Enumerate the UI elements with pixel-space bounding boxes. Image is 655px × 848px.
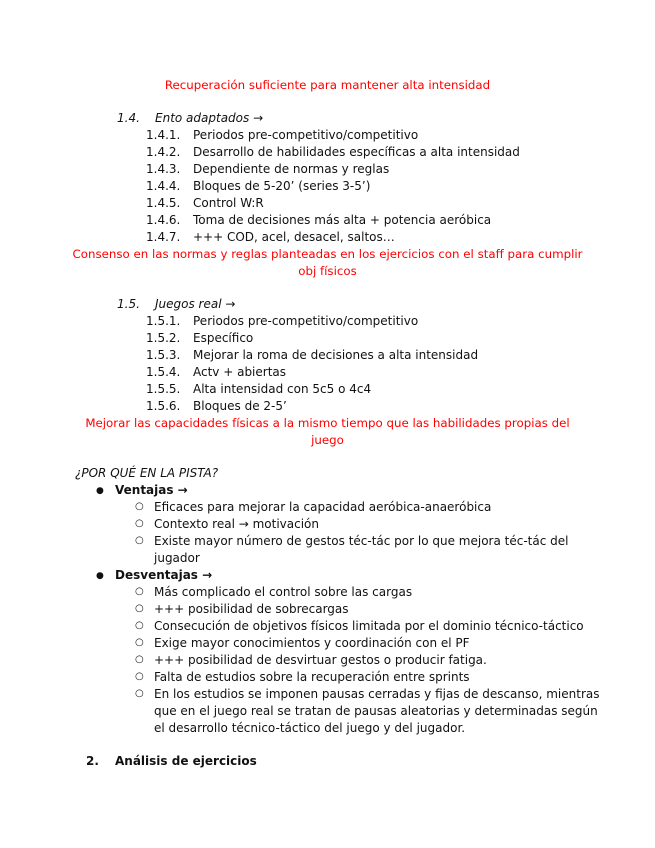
- section2-title: Análisis de ejercicios: [115, 754, 257, 768]
- sec15-item-num: 1.5.5.: [146, 382, 181, 396]
- desventajas-item: Falta de estudios sobre la recuperación entre sprints: [154, 670, 470, 684]
- sec15-number: 1.5.: [117, 297, 140, 311]
- circle-bullet-icon: ○: [135, 603, 144, 614]
- bullet-icon: ●: [96, 571, 104, 581]
- sec14-item-text: Desarrollo de habilidades específicas a alta intensidad: [193, 145, 520, 159]
- desventajas-item: En los estudios se imponen pausas cerradas y fijas de descanso, mientras: [154, 687, 600, 701]
- circle-bullet-icon: ○: [135, 501, 144, 512]
- sec14-item-num: 1.4.1.: [146, 128, 181, 142]
- sec14-item-num: 1.4.2.: [146, 145, 181, 159]
- desventajas-item-continuation: el desarrollo técnico-táctico del juego y del jugador.: [154, 721, 466, 735]
- desventajas-item: Exige mayor conocimientos y coordinación con el PF: [154, 636, 470, 650]
- desventajas-item-continuation: que en el juego real se tratan de pausas aleatorias y determinadas según: [154, 704, 598, 718]
- circle-bullet-icon: ○: [135, 535, 144, 546]
- sec14-item-num: 1.4.3.: [146, 162, 181, 176]
- desventajas-title: Desventajas →: [115, 568, 213, 582]
- sec15-item-num: 1.5.6.: [146, 399, 181, 413]
- bullet-icon: ●: [96, 486, 104, 496]
- sec15-item-text: Mejorar la roma de decisiones a alta intensidad: [193, 348, 479, 362]
- sec14-title: Ento adaptados →: [155, 111, 264, 125]
- ventajas-item-continuation: jugador: [154, 551, 200, 565]
- sec15-item-text: Alta intensidad con 5c5 o 4c4: [193, 382, 372, 396]
- circle-bullet-icon: ○: [135, 654, 144, 665]
- sec14-item-text: Control W:R: [193, 196, 264, 210]
- sec15-item-num: 1.5.3.: [146, 348, 181, 362]
- sec14-item-text: Periodos pre-competitivo/competitivo: [193, 128, 419, 142]
- sec15-item-text: Actv + abiertas: [193, 365, 287, 379]
- sec14-number: 1.4.: [117, 111, 140, 125]
- sec14-item-text: Bloques de 5-20’ (series 3-5’): [193, 179, 371, 193]
- top-note: Recuperación suficiente para mantener alta intensidad: [164, 78, 491, 92]
- circle-bullet-icon: ○: [135, 688, 144, 699]
- ventajas-item: Existe mayor número de gestos téc-tác por lo que mejora téc-tác del: [154, 534, 569, 548]
- desventajas-item: Más complicado el control sobre las cargas: [154, 585, 413, 599]
- sec15-note-line1: Mejorar las capacidades físicas a la mismo tiempo que las habilidades propias del: [85, 416, 570, 430]
- circle-bullet-icon: ○: [135, 586, 144, 597]
- ventajas-item: Contexto real → motivación: [154, 517, 319, 531]
- desventajas-item: Consecución de objetivos físicos limitada por el dominio técnico-táctico: [154, 619, 584, 633]
- sec15-item-num: 1.5.1.: [146, 314, 181, 328]
- sec15-note-line2: juego: [311, 433, 344, 447]
- circle-bullet-icon: ○: [135, 620, 144, 631]
- desventajas-item: +++ posibilidad de sobrecargas: [154, 602, 349, 616]
- sec14-item-num: 1.4.4.: [146, 179, 181, 193]
- sec15-item-num: 1.5.4.: [146, 365, 181, 379]
- sec15-item-text: Específico: [193, 331, 254, 345]
- desventajas-item: +++ posibilidad de desvirtuar gestos o producir fatiga.: [154, 653, 487, 667]
- sec14-item-text: +++ COD, acel, desacel, saltos…: [193, 230, 395, 244]
- ventajas-item: Eficaces para mejorar la capacidad aeróbica-anaeróbica: [154, 500, 492, 514]
- sec15-item-text: Bloques de 2-5’: [193, 399, 287, 413]
- sec14-note-line1: Consenso en las normas y reglas planteadas en los ejercicios con el staff para cumplir: [72, 247, 583, 261]
- sec14-item-text: Dependiente de normas y reglas: [193, 162, 390, 176]
- ventajas-title: Ventajas →: [115, 483, 188, 497]
- sec15-title: Juegos real →: [155, 297, 236, 311]
- sec14-item-num: 1.4.5.: [146, 196, 181, 210]
- sec14-item-num: 1.4.7.: [146, 230, 181, 244]
- section2-number: 2.: [86, 754, 99, 768]
- sec15-item-text: Periodos pre-competitivo/competitivo: [193, 314, 419, 328]
- sec14-item-num: 1.4.6.: [146, 213, 181, 227]
- sec15-item-num: 1.5.2.: [146, 331, 181, 345]
- sec14-item-text: Toma de decisiones más alta + potencia aeróbica: [193, 213, 492, 227]
- circle-bullet-icon: ○: [135, 637, 144, 648]
- why-heading: ¿POR QUÉ EN LA PISTA?: [75, 466, 219, 480]
- circle-bullet-icon: ○: [135, 671, 144, 682]
- sec14-note-line2: obj físicos: [298, 264, 357, 278]
- circle-bullet-icon: ○: [135, 518, 144, 529]
